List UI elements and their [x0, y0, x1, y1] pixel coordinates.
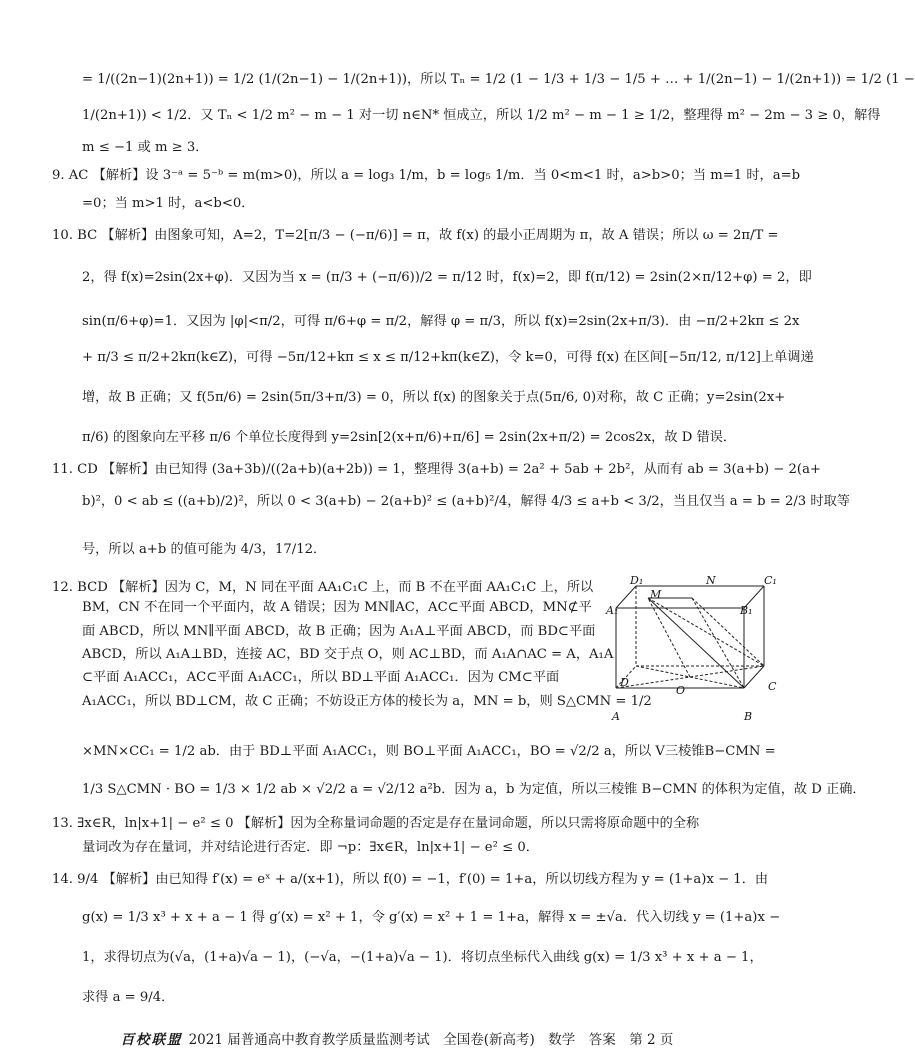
figure-label-a: A — [612, 710, 620, 723]
figure-label-o: O — [676, 684, 686, 697]
figure-label-m: M — [650, 588, 662, 601]
answer-line: 9. AC 【解析】设 3⁻ᵃ = 5⁻ᵇ = m(m>0)，所以 a = log₃ 1/m，b = log₅ 1/m．当 0<m<1 时，a>b>0；当 m=1 时，a=b — [52, 168, 801, 183]
answer-line: 14. 9/4 【解析】由已知得 f′(x) = eˣ + a/(x+1)，所以 f(0) = −1，f′(0) = 1+a，所以切线方程为 y = (1+a)x − 1．由 — [52, 872, 769, 887]
figure-label-d1: D₁ — [630, 574, 644, 587]
figure-label-a1: A₁ — [606, 604, 619, 617]
answer-line: 增，故 B 正确；又 f(5π/6) = 2sin(5π/3+π/3) = 0，所以 f(x) 的图象关于点(5π/6, 0)对称，故 C 正确；y=2sin(2x+ — [82, 390, 786, 405]
answer-line: A₁ACC₁，所以 BD⊥CM，故 C 正确；不妨设正方体的棱长为 a，MN = b，则 S△CMN = 1/2 — [82, 694, 652, 709]
answer-line: ×MN×CC₁ = 1/2 ab．由于 BD⊥平面 A₁ACC₁，则 BO⊥平面 A₁ACC₁，BO = √2/2 a，所以 V三棱锥B−CMN = — [82, 744, 776, 759]
answer-line: 号，所以 a+b 的值可能为 4/3，17/12． — [82, 542, 327, 557]
answer-line: m ≤ −1 或 m ≥ 3． — [82, 140, 209, 155]
page-footer — [0, 1028, 794, 1048]
brand-logo: 百校联盟 — [120, 1032, 183, 1048]
answer-line: 1/3 S△CMN · BO = 1/3 × 1/2 ab × √2/2 a = √2/12 a²b．因为 a，b 为定值，所以三棱锥 B−CMN 的体积为定值，故 D 正确． — [82, 782, 866, 797]
figure-label-b1: B₁ — [740, 604, 753, 617]
answer-line: b)²，0 < ab ≤ ((a+b)/2)²，所以 0 < 3(a+b) − 2(a+b)² ≤ (a+b)²/4，解得 4/3 ≤ a+b < 3/2，当且仅当 a = b = 2/3 时取等 — [82, 494, 850, 509]
answer-line: ABCD，所以 A₁A⊥BD，连接 AC，BD 交于点 O，则 AC⊥BD，而 A₁A∩AC = A，A₁A — [82, 647, 614, 662]
answer-line: 量词改为存在量词，并对结论进行否定．即 ¬p：∃x∈R，ln|x+1| − e² ≤ 0． — [82, 840, 539, 855]
answer-line: 10. BC 【解析】由图象可知，A=2，T=2[π/3 − (−π/6)] = π，故 f(x) 的最小正周期为 π，故 A 错误；所以 ω = 2π/T = — [52, 228, 779, 243]
cube-figure — [604, 572, 782, 704]
answer-line: BM，CN 不在同一个平面内，故 A 错误；因为 MN∥AC，AC⊂平面 ABCD，MN⊄平 — [82, 600, 592, 615]
answer-line: g(x) = 1/3 x³ + x + a − 1 得 g′(x) = x² + 1，令 g′(x) = x² + 1 = 1+a，解得 x = ±√a．代入切线 y = (1+a)x − — [82, 910, 781, 925]
answer-line: sin(π/6+φ)=1．又因为 |φ|<π/2，可得 π/6+φ = π/2，解得 φ = π/3，所以 f(x)=2sin(2x+π/3)．由 −π/2+2kπ ≤ 2x — [82, 314, 800, 329]
answer-line: 面 ABCD，所以 MN∥平面 ABCD，故 B 正确；因为 A₁A⊥平面 ABCD，而 BD⊂平面 — [82, 624, 596, 639]
answer-line: 12. BCD 【解析】因为 C，M，N 同在平面 AA₁C₁C 上，而 B 不在平面 AA₁C₁C 上，所以 — [52, 580, 594, 595]
answer-line: 1，求得切点为(√a，(1+a)√a − 1)，(−√a，−(1+a)√a − 1)．将切点坐标代入曲线 g(x) = 1/3 x³ + x + a − 1， — [82, 950, 763, 965]
answer-line: 13. ∃x∈R，ln|x+1| − e² ≤ 0 【解析】因为全称量词命题的否定是存在量词命题，所以只需将原命题中的全称 — [52, 816, 700, 831]
figure-label-c: C — [768, 680, 777, 693]
figure-label-c1: C₁ — [764, 574, 777, 587]
figure-label-d: D — [620, 676, 629, 689]
answer-line: ⊂平面 A₁ACC₁，AC⊂平面 A₁ACC₁，所以 BD⊥平面 A₁ACC₁．因为 CM⊂平面 — [82, 670, 560, 685]
answer-line: + π/3 ≤ π/2+2kπ(k∈Z)，可得 −5π/12+kπ ≤ x ≤ π/12+kπ(k∈Z)，令 k=0，可得 f(x) 在区间[−5π/12, π/12]上单调递 — [82, 350, 814, 365]
answer-line: 11. CD 【解析】由已知得 (3a+3b)/((2a+b)(a+2b)) = 1，整理得 3(a+b) = 2a² + 5ab + 2b²，从而有 ab = 3(a+b) − 2(a+ — [52, 462, 821, 477]
figure-label-b: B — [744, 710, 753, 723]
answer-line: 2，得 f(x)=2sin(2x+φ)．又因为当 x = (π/3 + (−π/6))/2 = π/12 时，f(x)=2，即 f(π/12) = 2sin(2×π/12+φ) = 2，即 — [82, 270, 812, 285]
footer-text: 2021 届普通高中教育教学质量监测考试 全国卷(新高考) 数学 答案 第 2 页 — [188, 1032, 674, 1048]
answer-line: π/6) 的图象向左平移 π/6 个单位长度得到 y=2sin[2(x+π/6)+π/6] = 2sin(2x+π/2) = 2cos2x，故 D 错误． — [82, 430, 737, 445]
answer-line: 1/(2n+1)) < 1/2．又 Tₙ < 1/2 m² − m − 1 对一切 n∈N* 恒成立，所以 1/2 m² − m − 1 ≥ 1/2，整理得 m² − 2m − 3 ≥ 0，解得 — [82, 108, 881, 123]
answer-line: = 1/((2n−1)(2n+1)) = 1/2 (1/(2n−1) − 1/(2n+1))，所以 Tₙ = 1/2 (1 − 1/3 + 1/3 − 1/5 + … + 1/(2n−1) − 1/(2n+1)) = 1/2 (1 − — [82, 72, 915, 87]
answer-line: 求得 a = 9/4． — [82, 990, 175, 1005]
answer-line: =0；当 m>1 时，a<b<0． — [82, 196, 255, 211]
figure-label-n: N — [706, 574, 716, 587]
